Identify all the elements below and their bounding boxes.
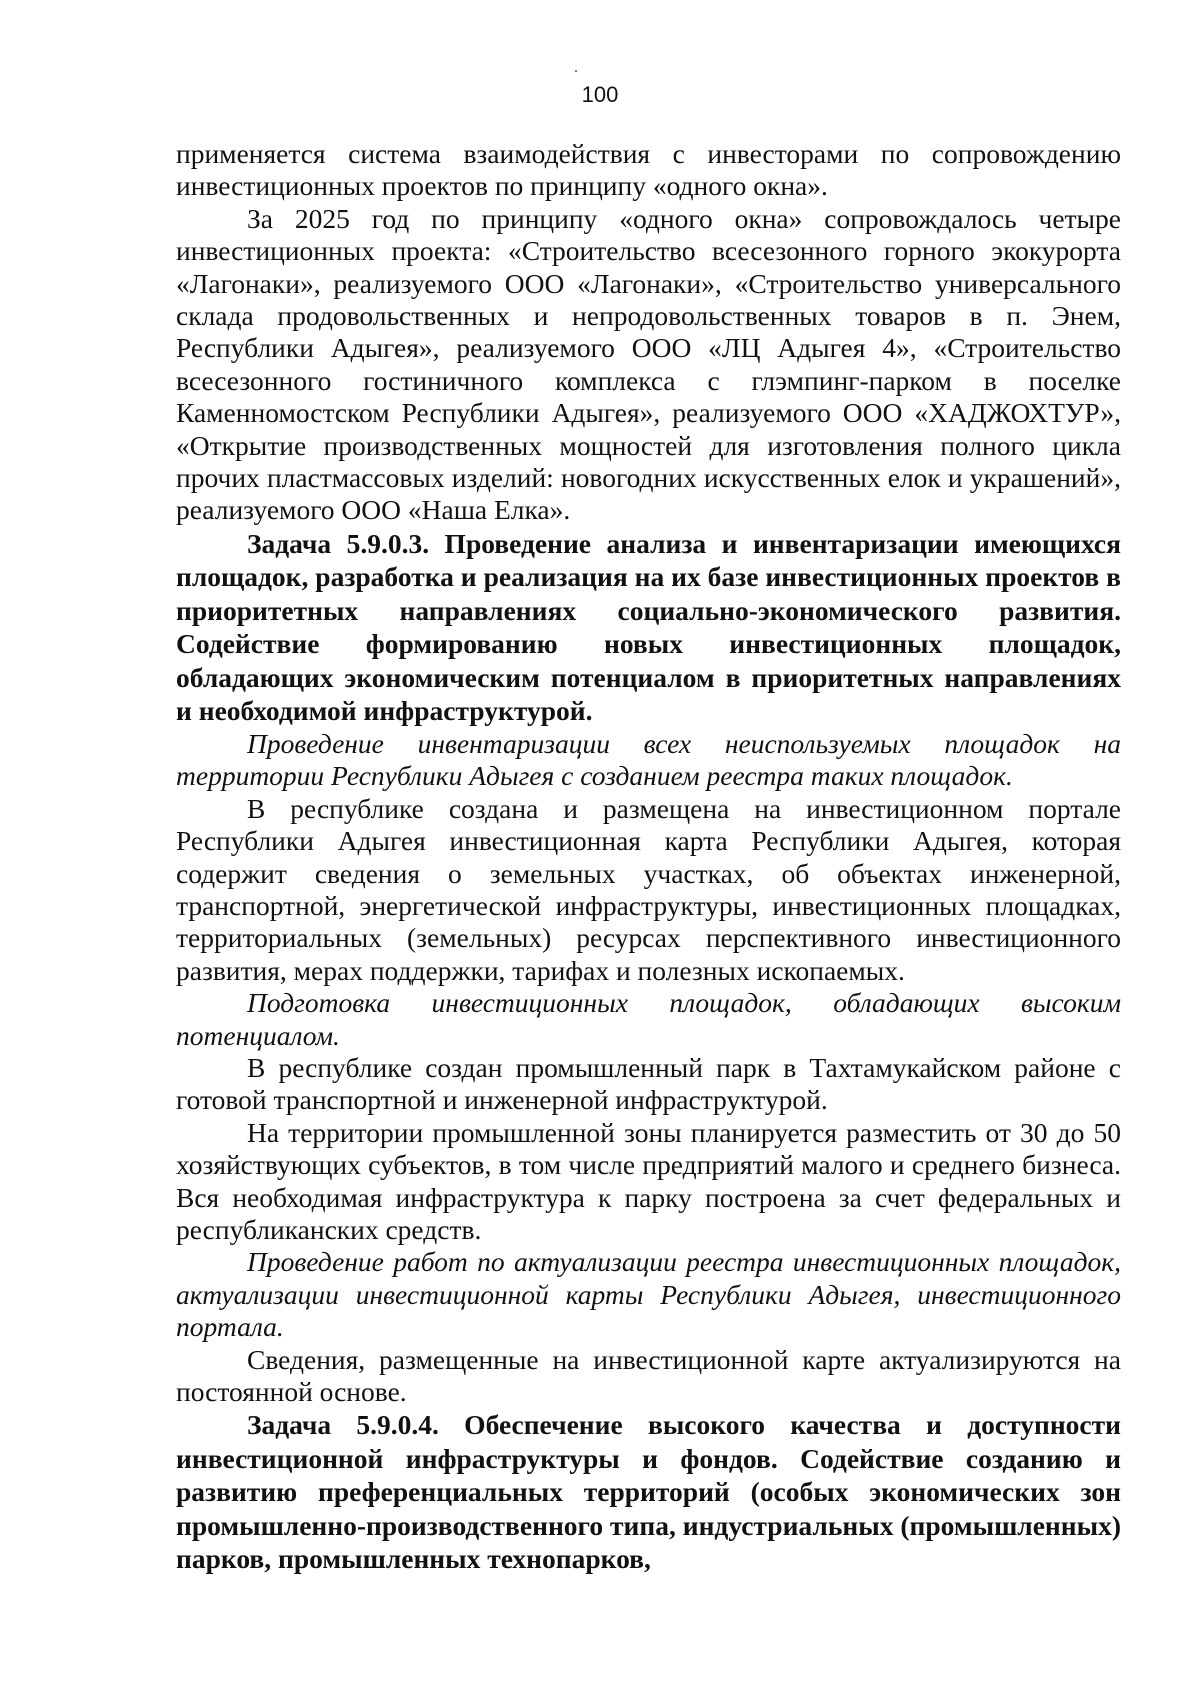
scan-speck [575,70,577,72]
subtask-site-preparation: Подготовка инвестиционных площадок, обладающих высоким потенциалом. [176,987,1121,1051]
page-number: 100 [581,82,619,107]
paragraph-one-window-projects: За 2025 год по принципу «одного окна» сопровождалось четыре инвестиционных проекта: «Строительство всесезонного горного экокурорта «Лагонаки», реализуемого ООО «Лагонаки», «Строительство универсального склада продовольственных и непродовольственных товаров в п. Энем, Республики Адыгея», реализуемого ООО «ЛЦ Адыгея 4», «Строительство всесезонного гостиничного комплекса с глэмпинг-парком в поселке Каменномостском Республики Адыгея», реализуемого ООО «ХАДЖОХТУР», «Открытие производственных мощностей для изготовления полного цикла прочих пластмассовых изделий: новогодних искусственных елок и украшений», реализуемого ООО «Наша Елка». [176,202,1121,526]
paragraph-map-updates: Сведения, размещенные на инвестиционной карте актуализируются на постоянной основе. [176,1343,1121,1407]
paragraph-continuation: применяется система взаимодействия с инвесторами по сопровождению инвестиционных проектов по принципу «одного окна». [176,138,1121,202]
paragraph-industrial-zone: На территории промышленной зоны планируется разместить от 30 до 50 хозяйствующих субъектов, в том числе предприятий малого и среднего бизнеса. Вся необходимая инфраструктура к парку построена за счет федеральных и республиканских средств. [176,1116,1121,1245]
task-heading-5-9-0-4: Задача 5.9.0.4. Обеспечение высокого качества и доступности инвестиционной инфраструктуры и фондов. Содействие созданию и развитию преференциальных территорий (особых экономических зон промышленно-производственного типа, индустриальных (промышленных) парков, промышленных технопарков, [176,1409,1121,1575]
paragraph-investment-map: В республике создана и размещена на инвестиционном портале Республики Адыгея инвестиционная карта Республики Адыгея, которая содержит сведения о земельных участках, об объектах инженерной, транспортной, энергетической инфраструктуры, инвестиционных площадках, территориальных (земельных) ресурсах перспективного инвестиционного развития, мерах поддержки, тарифах и полезных ископаемых. [176,792,1121,986]
subtask-registry-update: Проведение работ по актуализации реестра инвестиционных площадок, актуализации инвестиционной карты Республики Адыгея, инвестиционного портала. [176,1246,1121,1343]
subtask-inventory: Проведение инвентаризации всех неиспользуемых площадок на территории Республики Адыгея с созданием реестра таких площадок. [176,727,1121,792]
document-body [176,138,1121,1576]
paragraph-industrial-park: В республике создан промышленный парк в Тахтамукайском районе с готовой транспортной и инженерной инфраструктурой. [176,1051,1121,1116]
task-heading-5-9-0-3: Задача 5.9.0.3. Проведение анализа и инвентаризации имеющихся площадок, разработка и реализация на их базе инвестиционных проектов в приоритетных направлениях социально-экономического развития. Содействие формированию новых инвестиционных площадок, обладающих экономическим потенциалом в приоритетных направлениях и необходимой инфраструктурой. [176,527,1121,727]
